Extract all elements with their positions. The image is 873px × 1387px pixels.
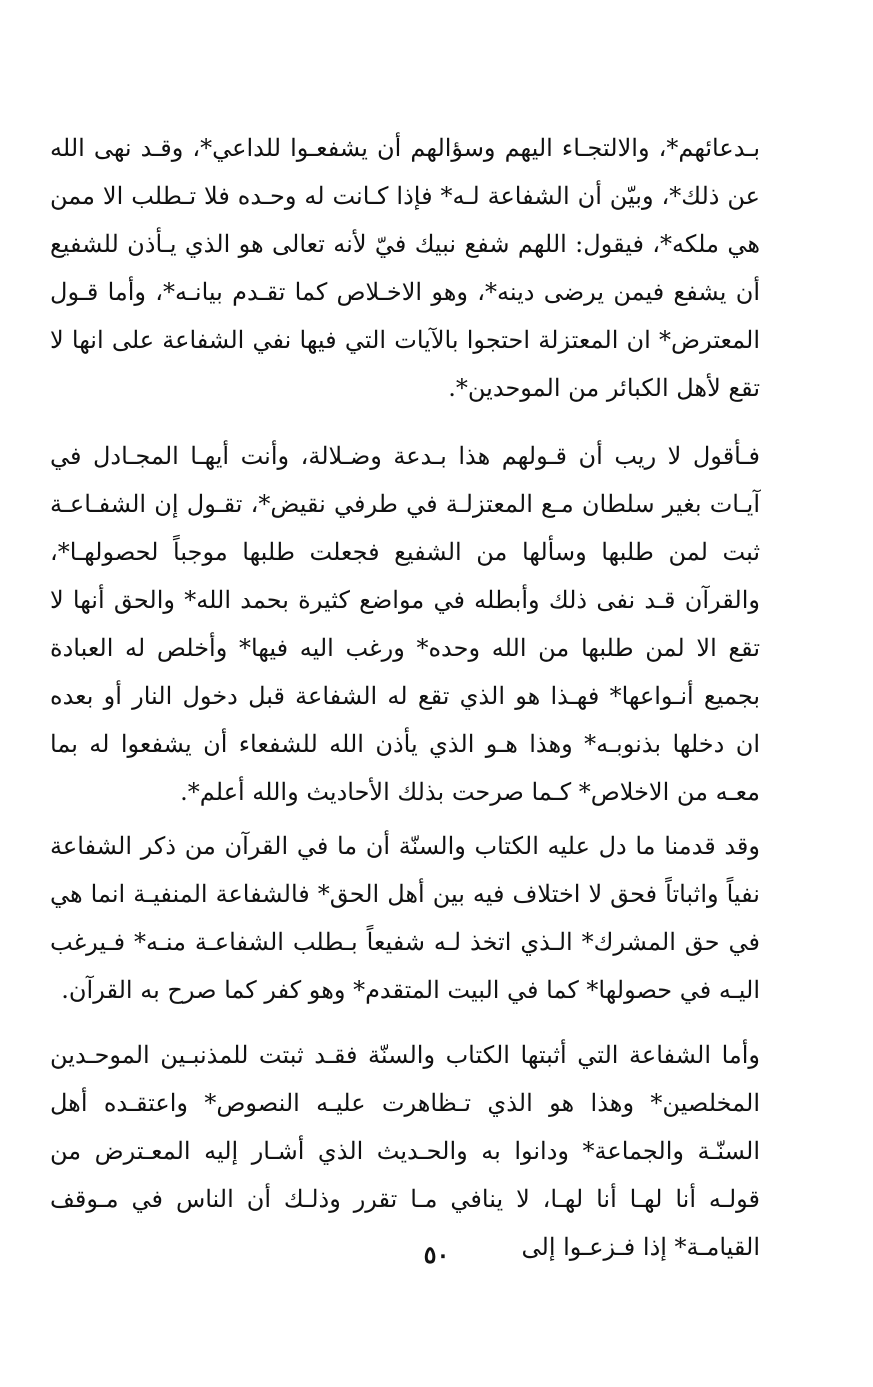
- paragraph-1: بـدعائهم*، والالتجـاء اليهم وسؤالهم أن يشفعـوا للداعي*، وقـد نهى الله عن ذلك*، وبيّن أن الشفاعة لـه* فإذا كـانت له وحـده فلا تـطلب الا ممن هي ملكه*، فيقول: اللهم شفع نبيك فيّ لأنه تعالى هو الذي يـأذن للشفيع أن يشفع فيمن يرضى دينه*، وهو الاخـلاص كما تقـدم بيانـه*، وأما قـول المعترض* ان المعتزلة احتجوا بالآيات التي فيها نفي الشفاعة على انها لا تقع لأهل الكبائر من الموحدين*.: [50, 134, 761, 402]
- paragraph-3: وقد قدمنا ما دل عليه الكتاب والسنّة أن ما في القرآن من ذكر الشفاعة نفياً واثباتاً فحق لا اختلاف فيه بين أهل الحق* فالشفاعة المنفيـة انما هي في حق المشرك* الـذي اتخذ لـه شفيعاً بـطلب الشفاعـة منـه* فـيرغب اليـه في حصولها* كما في البيت المتقدم* وهو كفر كما صرح به القرآن.: [50, 832, 760, 1004]
- paragraph-2: فـأقول لا ريب أن قـولهم هذا بـدعة وضـلالة، وأنت أيهـا المجـادل في آيـات بغير سلطان مـع المعتزلـة في طرفي نقيض*، تقـول إن الشفـاعـة ثبت لمن طلبها وسألها من الشفيع فجعلت طلبها موجباً لحصولهـا*، والقرآن قـد نفى ذلك وأبطله في مواضع كثيرة بحمد الله* والحق أنها لا تقع الا لمن طلبها من الله وحده* ورغب اليه فيها* وأخلص له العبادة بجميع أنـواعها* فهـذا هو الذي تقع له الشفاعة قبل دخول النار أو بعده ان دخلها بذنوبـه* وهذا هـو الذي يأذن الله للشفعاء أن يشفعوا له بما معـه من الاخلاص* كـما صرحت بذلك الأحاديث والله أعلم*.: [50, 442, 760, 806]
- paragraph-4: وأما الشفاعة التي أثبتها الكتاب والسنّة فقـد ثبتت للمذنبـين الموحـدين المخلصين* وهذا هو الذي تـظاهرت عليـه النصوص* واعتقـده أهل السنّـة والجماعة* ودانوا به والحـديث الذي أشـار إليه المعـترض من قولـه أنا لهـا أنا لهـا، لا ينافي مـا تقرر وذلـك أن الناس في مـوقف القيامـة* إذا فـزعـوا إلى: [50, 1041, 760, 1261]
- page-number: ٥٠: [423, 1240, 450, 1269]
